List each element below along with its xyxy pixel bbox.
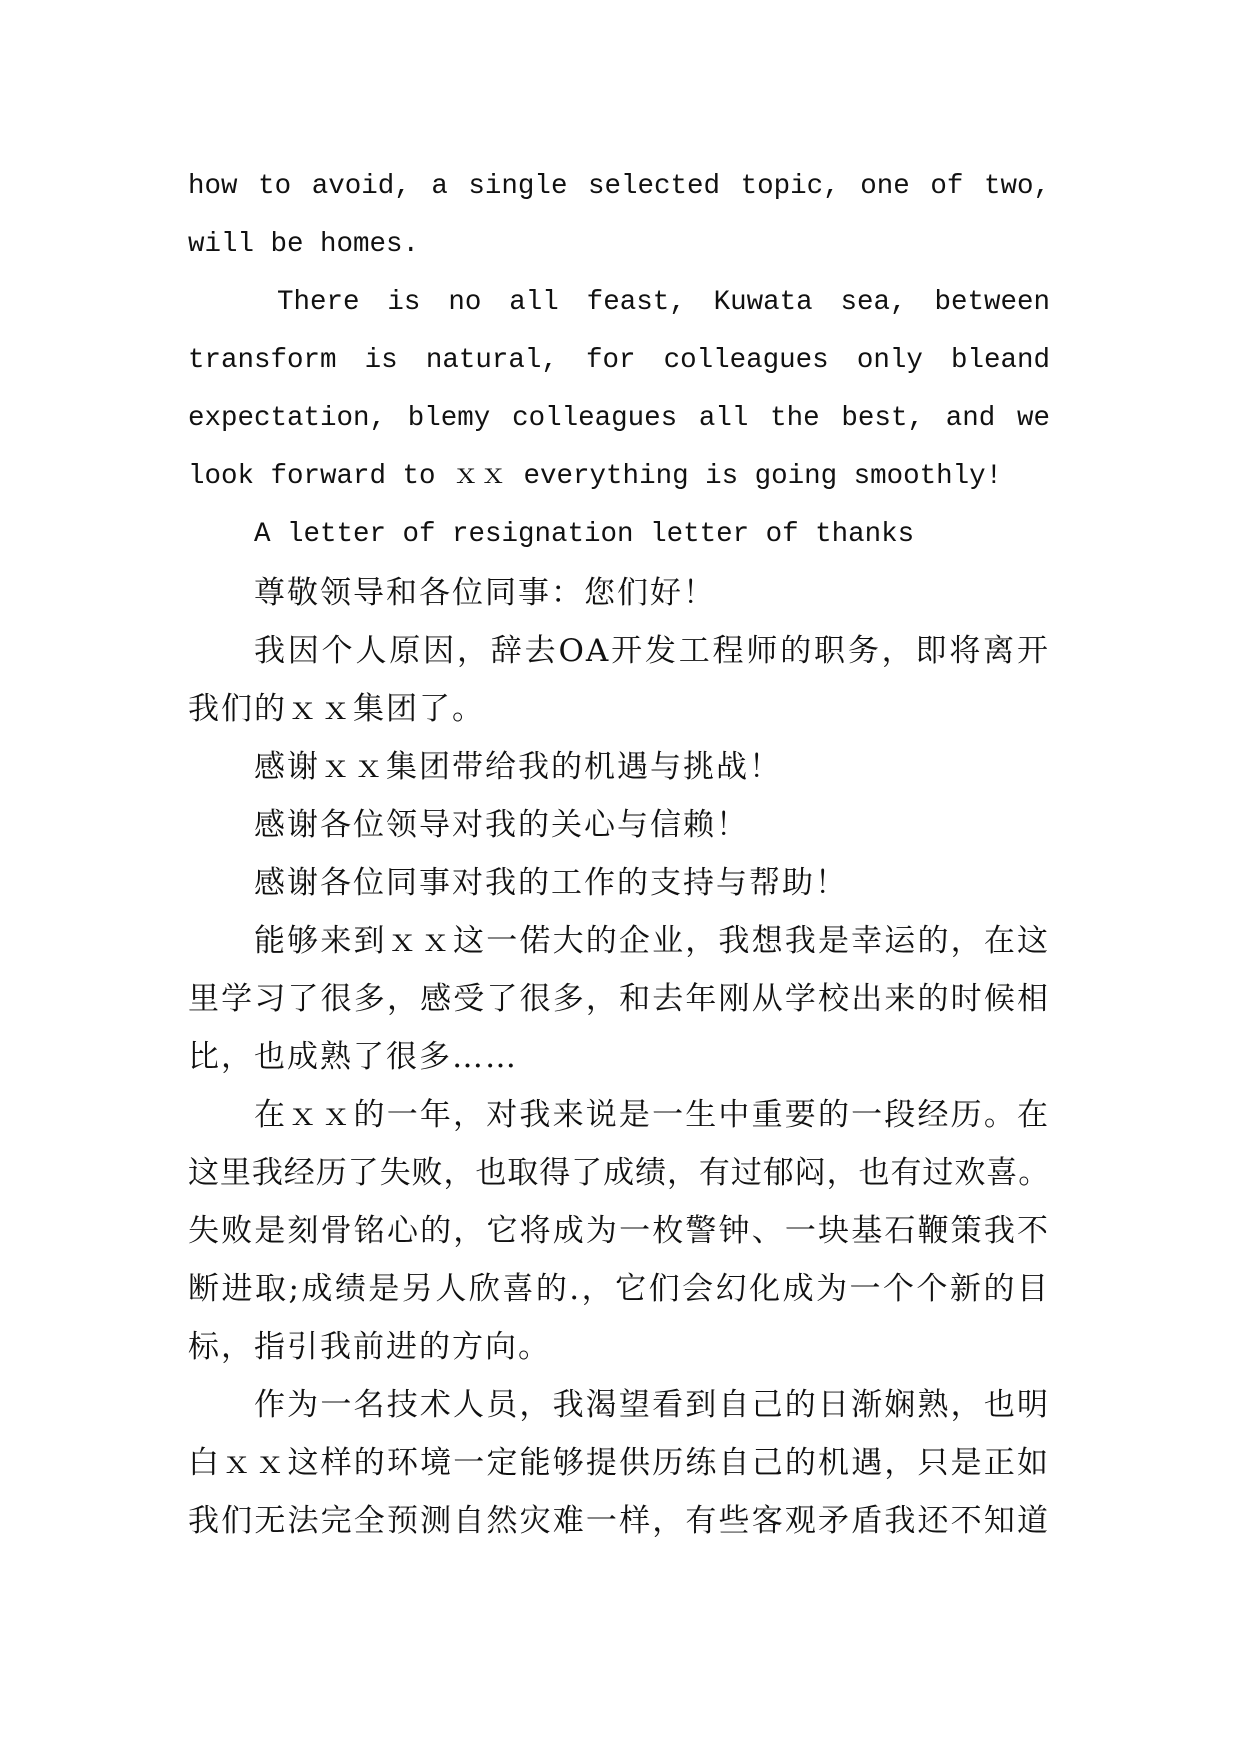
document-line: 比，也成熟了很多…… bbox=[188, 1039, 518, 1075]
document-line: 感谢各位同事对我的工作的支持与帮助！ bbox=[254, 865, 848, 901]
document-line: expectation, blemy colleagues all the best, and we bbox=[188, 403, 1050, 434]
document-line: 里学习了很多，感受了很多，和去年刚从学校出来的时候相 bbox=[188, 981, 1050, 1017]
document-line: 在ｘｘ的一年，对我来说是一生中重要的一段经历。在 bbox=[254, 1097, 1050, 1133]
document-line: There is no all feast, Kuwata sea, between bbox=[277, 287, 1050, 318]
document-line: 作为一名技术人员，我渴望看到自己的日渐娴熟，也明 bbox=[254, 1387, 1050, 1423]
section-heading: A letter of resignation letter of thanks bbox=[254, 519, 915, 550]
document-line: 失败是刻骨铭心的，它将成为一枚警钟、一块基石鞭策我不 bbox=[188, 1213, 1050, 1249]
document-line: 能够来到ｘｘ这一偌大的企业，我想我是幸运的，在这 bbox=[254, 923, 1050, 959]
document-line: 白ｘｘ这样的环境一定能够提供历练自己的机遇，只是正如 bbox=[188, 1445, 1050, 1481]
document-line: 感谢各位领导对我的关心与信赖！ bbox=[254, 807, 749, 843]
document-line: 我因个人原因，辞去OA开发工程师的职务，即将离开 bbox=[254, 633, 1050, 669]
document-line: 断进取;成绩是另人欣喜的.，它们会幻化成为一个个新的目 bbox=[188, 1271, 1050, 1307]
salutation-line: 尊敬领导和各位同事：您们好！ bbox=[254, 575, 716, 611]
document-line: 我们的ｘｘ集团了。 bbox=[188, 691, 485, 727]
document-line: 标，指引我前进的方向。 bbox=[188, 1329, 551, 1365]
document-line: transform is natural, for colleagues only bleand bbox=[188, 345, 1050, 376]
document-line: 我们无法完全预测自然灾难一样，有些客观矛盾我还不知道 bbox=[188, 1503, 1050, 1539]
document-line: how to avoid, a single selected topic, one of two, bbox=[188, 171, 1050, 202]
document-line: 这里我经历了失败，也取得了成绩，有过郁闷，也有过欢喜。 bbox=[188, 1155, 1050, 1191]
document-line: 感谢ｘｘ集团带给我的机遇与挑战！ bbox=[254, 749, 782, 785]
document-line: will be homes. bbox=[188, 229, 420, 260]
document-line: look forward to ｘｘ everything is going smoothly! bbox=[188, 461, 1003, 492]
